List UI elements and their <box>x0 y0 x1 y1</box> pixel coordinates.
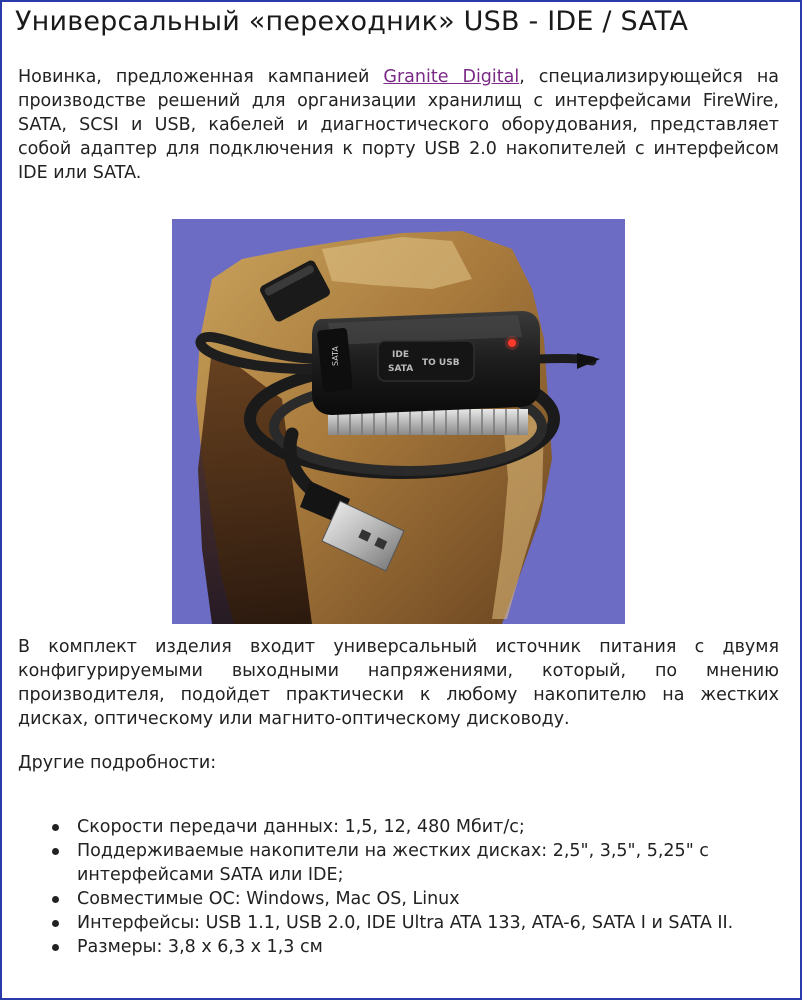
kit-paragraph: В комплект изделия входит универсальный источник питания с двумя конфигурируемыми выходными напряжениями, который, по мнению производителя, подойдет практически к любому накопителю на жестких дисках, оптическому или магнито-оптическому дисководу. <box>18 637 779 729</box>
spec-item-supported-drives: Поддерживаемые накопители на жестких дисках: 2,5", 3,5", 5,25" с интерфейсами SATA или IDE; <box>50 839 782 887</box>
specs-list <box>50 815 782 959</box>
spec-item-dimensions: Размеры: 3,8 x 6,3 x 1,3 см <box>50 935 782 959</box>
spec-item-compatible-os: Совместимые ОС: Windows, Mac OS, Linux <box>50 887 782 911</box>
product-photo <box>172 219 625 624</box>
intro-text-start: Новинка, предложенная кампанией <box>18 67 384 87</box>
details-heading: Другие подробности: <box>18 753 217 773</box>
intro-paragraph <box>18 65 779 185</box>
granite-digital-link[interactable]: Granite Digital <box>383 67 520 87</box>
page-title: Универсальный «переходник» USB - IDE / SATA <box>15 6 689 37</box>
adapter-label-ide: IDE <box>392 350 409 360</box>
adapter-body <box>312 311 540 415</box>
intro-text-end: , специализирующейся на производстве решений для организации хранилищ с интерфейсами FireWire, SATA, SCSI и USB, кабелей и диагностического оборудования, представляет собой адаптер для подключения к порту USB 2.0 накопителей с интерфейсом IDE или SATA. <box>18 67 779 183</box>
adapter-label-to-usb: TO USB <box>422 358 460 368</box>
spec-item-interfaces: Интерфейсы: USB 1.1, USB 2.0, IDE Ultra ATA 133, ATA-6, SATA I и SATA II. <box>50 911 782 935</box>
adapter-label-sata: SATA <box>388 364 414 374</box>
spec-item-transfer-speed: Скорости передачи данных: 1,5, 12, 480 Мбит/с; <box>50 815 782 839</box>
svg-text:SATA: SATA <box>331 346 340 366</box>
